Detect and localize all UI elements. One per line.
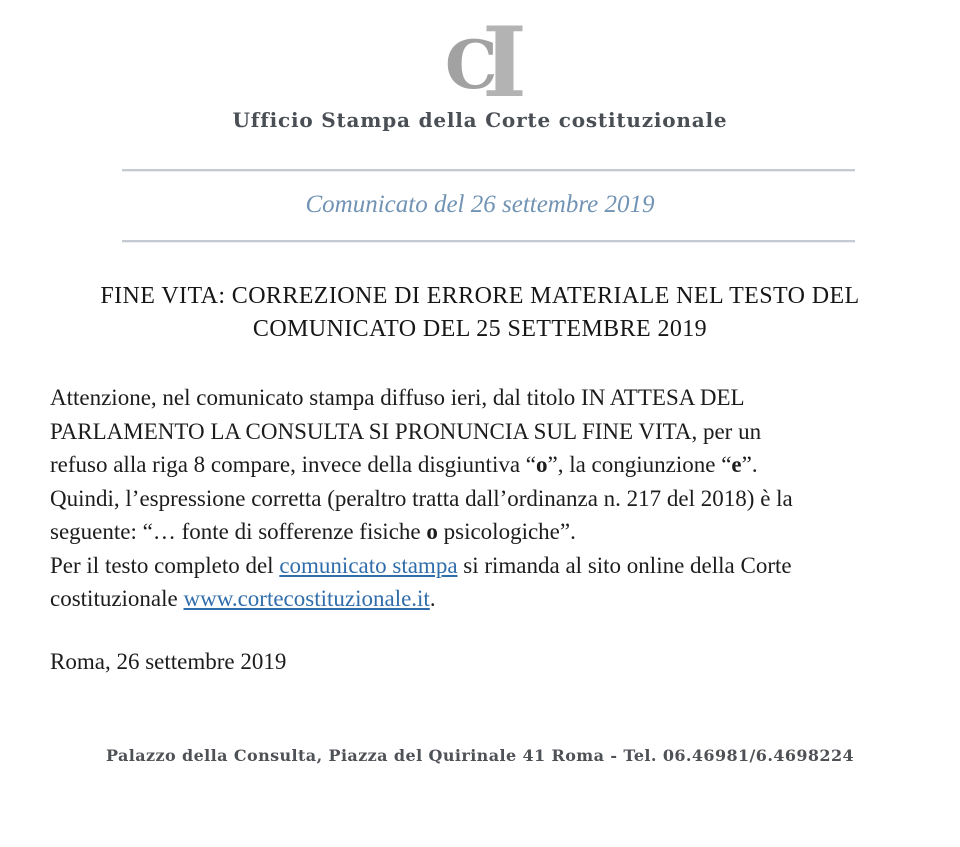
body-text: Quindi, l’espressione corretta (peraltro tratta dall’ordinanza n. 217 del 2018) è la [50, 485, 793, 511]
body-text: si rimanda al sito online della Corte [457, 552, 792, 578]
footer-address: Palazzo della Consulta, Piazza del Quirinale 41 Roma - Tel. 06.46981/6.4698224 [105, 746, 855, 765]
document-title-line2: COMUNICATO DEL 25 SETTEMBRE 2019 [252, 316, 708, 342]
body-text: ”, la congiunzione “ [547, 452, 732, 477]
logo-bar-glyph: I [482, 6, 527, 119]
document-title-line1: FINE VITA: CORREZIONE DI ERRORE MATERIALE NEL TESTO DEL [100, 283, 860, 309]
link-comunicato-stampa[interactable]: comunicato stampa [279, 552, 458, 578]
body-text-bold-o: o [536, 452, 548, 477]
comunicato-date-line: Comunicato del 26 settembre 2019 [305, 191, 655, 218]
link-cortecostituzionale-website[interactable]: www.cortecostituzionale.it [183, 586, 430, 611]
body-text: Attenzione, nel comunicato stampa diffuso ieri, dal titolo IN ATTESA DEL [50, 385, 745, 410]
corte-costituzionale-logo-icon [445, 6, 527, 119]
press-office-title: Ufficio Stampa della Corte costituzionale [232, 108, 728, 132]
logo-container [0, 6, 960, 119]
body-line [50, 549, 940, 583]
body-text: . [429, 586, 436, 611]
body-line [50, 381, 940, 415]
press-release-body [50, 381, 940, 616]
divider-bottom [122, 240, 855, 242]
body-line [50, 448, 940, 482]
document-title [0, 280, 960, 346]
body-text: costituzionale [50, 586, 184, 611]
body-text: PARLAMENTO LA CONSULTA SI PRONUNCIA SUL FINE VITA, per un [50, 418, 762, 444]
body-line [50, 482, 940, 516]
body-line [50, 515, 940, 549]
body-text: psicologiche”. [437, 519, 576, 544]
place-date-signoff: Roma, 26 settembre 2019 [50, 649, 287, 674]
body-text-bold-e: e [731, 452, 742, 477]
body-text: ”. [741, 452, 758, 477]
body-text: refuso alla riga 8 compare, invece della disgiuntiva “ [50, 452, 536, 477]
body-text-bold-o: o [426, 519, 438, 544]
body-text: seguente: “… fonte di sofferenze fisiche [50, 519, 427, 544]
logo-c-glyph: C [445, 26, 498, 104]
body-line [50, 415, 940, 449]
divider-top [122, 169, 855, 171]
body-line [50, 582, 940, 616]
body-text: Per il testo completo del [50, 552, 280, 578]
